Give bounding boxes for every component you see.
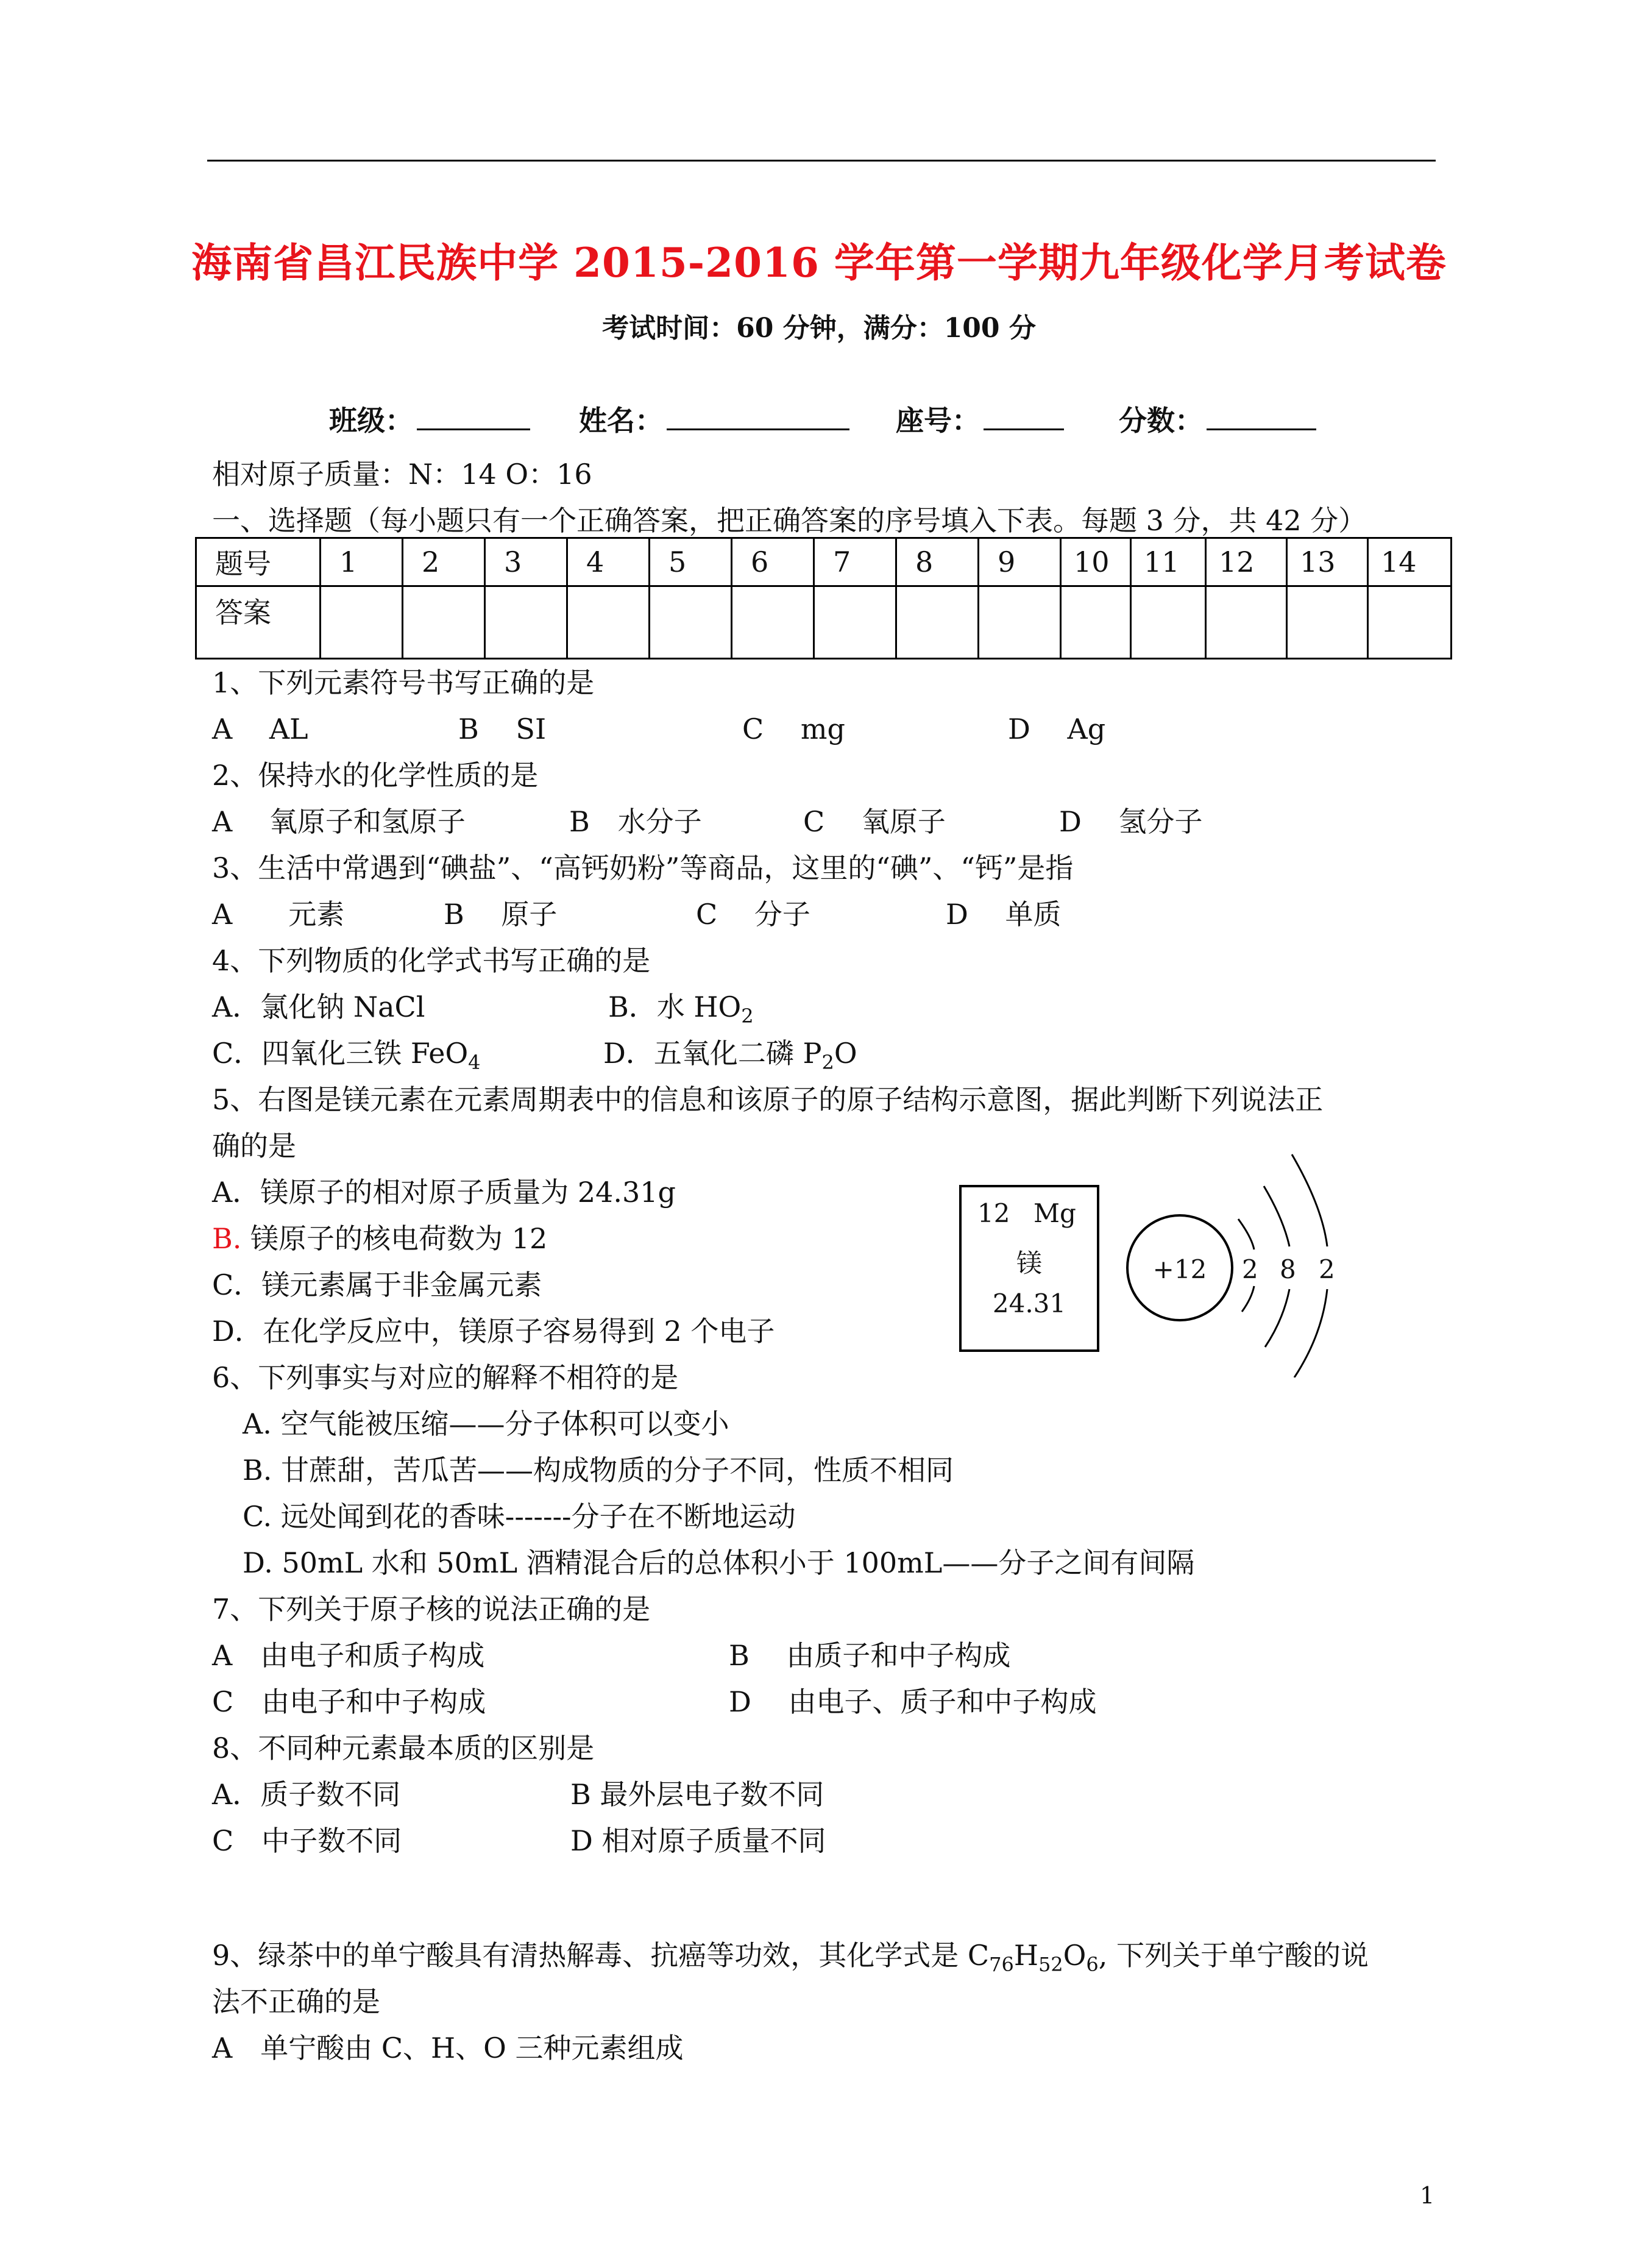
question-stem: 1、下列元素符号书写正确的是 [212,666,595,699]
class-field: 班级： [329,399,530,439]
option-a: A 单宁酸由 C、H、O 三种元素组成 [212,2032,684,2064]
question-number-cell: 4 [567,538,650,586]
class-blank[interactable] [417,399,530,430]
option-b: B. 镁原子的核电荷数为 12 [212,1222,548,1255]
answer-cell[interactable] [896,586,979,659]
option-a: A．质子数不同 [212,1778,401,1811]
answer-cell[interactable] [1287,586,1368,659]
option-d: D 单质 [946,898,1062,931]
option-c: C. 远处闻到花的香味-------分子在不断地运动 [243,1500,796,1533]
option-b-letter: B. [212,1222,242,1255]
seat-field: 座号： [896,399,1064,439]
table-row [196,586,1452,659]
option-b: B．水 $HO_2$ [608,990,754,1028]
question-number-cell: 14 [1368,538,1452,586]
option-c: C．四氧化三铁 FeO$_4$ [212,1037,481,1074]
question-number-cell: 8 [896,538,979,586]
shell-arc [1238,1219,1254,1250]
answer-cell[interactable] [650,586,732,659]
header-rule [207,160,1436,162]
table-header-cell: 题号 [196,538,321,586]
table-header-cell: 答案 [196,586,321,659]
name-blank[interactable] [667,399,849,430]
option-b: B 由质子和中子构成 [729,1639,1011,1672]
option-d: D 相对原子质量不同 [570,1824,826,1857]
answer-cell[interactable] [403,586,485,659]
question-stem-cont: 确的是 [212,1129,296,1162]
question-stem: 5、右图是镁元素在元素周期表中的信息和该原子的原子结构示意图，据此判断下列说法正 [212,1083,1324,1116]
element-symbol: Mg [1034,1198,1076,1228]
page-number: 1 [1420,2182,1435,2209]
option-d: D 氢分子 [1059,805,1203,838]
shell-arc [1264,1186,1289,1246]
exam-title: 海南省昌江民族中学 2015-2016 学年第一学期九年级化学月考试卷 [191,239,1447,286]
shell-arc [1265,1289,1289,1347]
option-d: D 由电子、质子和中子构成 [729,1685,1097,1718]
option-d: D．五氧化二磷 $P_2O$ [603,1037,857,1074]
element-card [959,1185,1099,1352]
answer-cell[interactable] [979,586,1061,659]
option-a: A. 空气能被压缩——分子体积可以变小 [243,1407,729,1440]
question-stem: 6、下列事实与对应的解释不相符的是 [212,1361,679,1394]
shell-electrons: 8 [1280,1254,1296,1284]
answer-cell[interactable] [567,586,650,659]
question-stem: 3、生活中常遇到“碘盐”、“高钙奶粉”等商品，这里的“碘”、“钙”是指 [212,851,1074,884]
option-a: A 由电子和质子构成 [212,1639,485,1672]
shell-arc [1242,1286,1254,1312]
atomic-mass: 相对原子质量：N：14 O：16 [212,458,592,491]
answer-table [195,537,1452,659]
score-blank[interactable] [1207,399,1316,430]
option-a: A AL [212,713,308,745]
option-b: B 原子 [444,898,558,931]
option-b: B 最外层电子数不同 [570,1778,824,1811]
option-d: D Ag [1008,713,1106,745]
option-c: C 分子 [696,898,810,931]
option-b: B SI [458,713,547,745]
question-number-cell: 11 [1131,538,1206,586]
question-number-cell: 2 [403,538,485,586]
question-number-cell: 1 [321,538,403,586]
question-stem: 7、下列关于原子核的说法正确的是 [212,1593,651,1626]
option-b: B. 甘蔗甜，苦瓜苦——构成物质的分子不同，性质不相同 [243,1454,954,1487]
element-name: 镁 [1016,1248,1042,1278]
question-number-cell: 13 [1287,538,1368,586]
option-c: C 由电子和中子构成 [212,1685,486,1718]
option-c: C 氧原子 [803,805,946,838]
atomic-mass-value: 24.31 [992,1289,1066,1318]
option-a: A 元素 [212,898,345,931]
exam-subtitle: 考试时间：60 分钟，满分：100 分 [602,313,1036,344]
question-number-cell: 7 [814,538,896,586]
question-stem: 9、绿茶中的单宁酸具有清热解毒、抗癌等功效，其化学式是 $C_{76}H_{52}O_6$, 下列关于单宁酸的说 [212,1939,1369,1976]
answer-cell[interactable] [814,586,896,659]
question-number-cell: 5 [650,538,732,586]
question-number-cell: 9 [979,538,1061,586]
question-stem: 4、下列物质的化学式书写正确的是 [212,944,651,977]
option-c: C．镁元素属于非金属元素 [212,1268,542,1301]
option-d: D．在化学反应中，镁原子容易得到 2 个电子 [212,1315,775,1348]
seat-blank[interactable] [984,399,1064,430]
answer-cell[interactable] [1131,586,1206,659]
section-heading: 一、选择题（每小题只有一个正确答案，把正确答案的序号填入下表。每题 3 分，共 42 分） [212,504,1367,537]
answer-cell[interactable] [485,586,567,659]
shell-electrons: 2 [1319,1254,1335,1284]
answer-cell[interactable] [1368,586,1452,659]
question-number-cell: 12 [1206,538,1287,586]
option-a: A．镁原子的相对原子质量为 24.31g [212,1176,676,1209]
nucleus-charge: +12 [1152,1254,1207,1284]
option-a: A．氯化钠 NaCl [212,990,425,1023]
shell-arc [1292,1154,1327,1246]
name-field: 姓名： [579,399,849,439]
answer-cell[interactable] [321,586,403,659]
shell-arc [1294,1289,1327,1378]
table-row [196,538,1452,586]
answer-cell[interactable] [1061,586,1131,659]
answer-cell[interactable] [732,586,814,659]
question-number-cell: 10 [1061,538,1131,586]
answer-cell[interactable] [1206,586,1287,659]
question-number-cell: 3 [485,538,567,586]
question-stem-cont: 法不正确的是 [212,1985,380,2018]
score-field: 分数： [1119,399,1316,439]
question-stem: 8、不同种元素最本质的区别是 [212,1732,595,1765]
option-a: A 氧原子和氢原子 [212,805,466,838]
question-stem: 2、保持水的化学性质的是 [212,759,539,792]
option-c: C 中子数不同 [212,1824,402,1857]
option-b: B 水分子 [569,805,702,838]
question-number-cell: 6 [732,538,814,586]
atomic-number: 12 [977,1198,1010,1228]
option-c: C mg [742,713,845,745]
shell-electrons: 2 [1242,1254,1258,1284]
option-d: D. 50mL 水和 50mL 酒精混合后的总体积小于 100mL——分子之间有间隔 [243,1546,1195,1579]
